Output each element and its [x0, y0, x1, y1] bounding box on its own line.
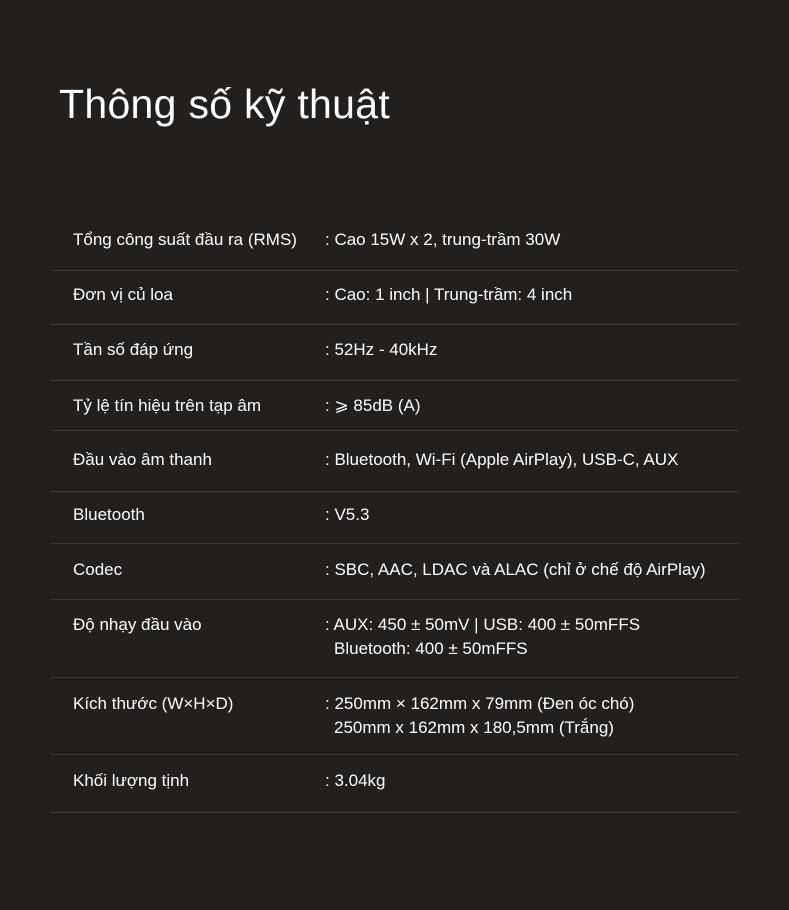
spec-row-input-sensitivity	[51, 600, 739, 678]
spec-value-line: : Bluetooth, Wi-Fi (Apple AirPlay), USB-C, AUX	[325, 450, 679, 469]
spec-row-dimensions	[51, 678, 739, 755]
spec-value-line: : AUX: 450 ± 50mV | USB: 400 ± 50mFFS	[325, 615, 641, 634]
spec-table	[51, 214, 739, 813]
spec-value-line: : SBC, AAC, LDAC và ALAC (chỉ ở chế độ AirPlay)	[325, 560, 706, 579]
spec-row-audio-input	[51, 431, 739, 492]
spec-row-output-power	[51, 214, 739, 271]
spec-label: Đơn vị củ loa	[73, 285, 173, 304]
spec-label: Tỷ lệ tín hiệu trên tạp âm	[73, 396, 262, 415]
spec-value-line: Bluetooth: 400 ± 50mFFS	[334, 639, 528, 658]
spec-label: Tần số đáp ứng	[73, 340, 194, 359]
spec-row-driver-units	[51, 271, 739, 325]
spec-value	[325, 503, 369, 527]
spec-row-codec	[51, 544, 739, 600]
spec-value-line: 250mm x 162mm x 180,5mm (Trắng)	[334, 718, 614, 737]
spec-value-line: : 250mm × 162mm x 79mm (Đen óc chó)	[325, 694, 635, 713]
spec-value-line: : ⩾ 85dB (A)	[325, 396, 421, 415]
spec-label: Kích thước (W×H×D)	[73, 694, 234, 713]
spec-value-line: : Cao: 1 inch | Trung-trầm: 4 inch	[325, 285, 573, 304]
spec-value-line: : 52Hz - 40kHz	[325, 340, 438, 359]
spec-row-net-weight	[51, 755, 739, 813]
spec-value-line: : 3.04kg	[325, 771, 386, 790]
spec-value	[325, 283, 572, 307]
spec-value	[325, 448, 678, 472]
spec-row-frequency-response	[51, 325, 739, 381]
spec-value	[325, 613, 640, 661]
spec-value-line: : Cao 15W x 2, trung-trầm 30W	[325, 230, 561, 249]
spec-value	[325, 692, 634, 740]
spec-label: Tổng công suất đầu ra (RMS)	[73, 230, 297, 249]
spec-value	[325, 769, 386, 793]
page-title: Thông số kỹ thuật	[59, 81, 391, 127]
spec-value	[325, 338, 437, 362]
spec-row-snr	[51, 381, 739, 431]
spec-label: Khối lượng tịnh	[73, 771, 190, 790]
spec-label: Bluetooth	[73, 505, 145, 524]
spec-value-line: : V5.3	[325, 505, 370, 524]
spec-value	[325, 228, 560, 252]
spec-value	[325, 558, 706, 582]
spec-label: Codec	[73, 560, 123, 579]
spec-row-bluetooth	[51, 492, 739, 544]
spec-label: Đầu vào âm thanh	[73, 450, 212, 469]
spec-label: Độ nhạy đầu vào	[73, 615, 202, 634]
spec-value	[325, 394, 421, 418]
